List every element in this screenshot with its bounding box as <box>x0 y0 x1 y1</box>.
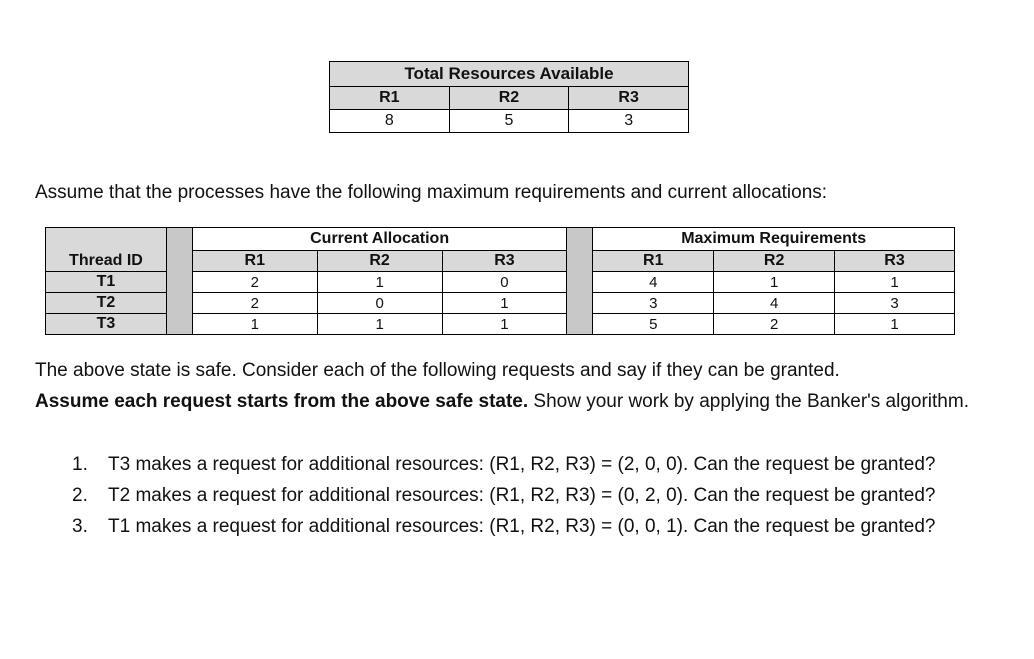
max-cell: 1 <box>835 314 955 335</box>
max-cell: 1 <box>714 272 835 293</box>
allocation-table <box>45 227 955 335</box>
max-cell: 5 <box>593 314 714 335</box>
total-header-r2: R2 <box>449 87 569 110</box>
gap-column-right <box>567 228 593 335</box>
thread-header-blank <box>46 228 167 251</box>
list-item <box>70 449 970 480</box>
intro-text: Assume that the processes have the following maximum requirements and current allocations: <box>35 182 828 203</box>
alloc-cell: 1 <box>442 293 567 314</box>
thread-id-cell: T3 <box>46 314 167 335</box>
instructions-rest-text: Show your work by applying the Banker's algorithm. <box>528 391 969 412</box>
alloc-header-r3: R3 <box>442 251 567 272</box>
alloc-cell: 1 <box>317 314 442 335</box>
max-cell: 1 <box>835 272 955 293</box>
safe-state-text: The above state is safe. Consider each of the following requests and say if they can be granted. <box>35 360 840 381</box>
alloc-header-r1: R1 <box>192 251 317 272</box>
alloc-cell: 0 <box>317 293 442 314</box>
total-resources-table <box>329 61 689 133</box>
alloc-header-r2: R2 <box>317 251 442 272</box>
alloc-cell: 2 <box>192 293 317 314</box>
list-item <box>70 480 970 511</box>
gap-column-left <box>166 228 192 335</box>
question-list <box>70 449 970 542</box>
list-item <box>70 511 970 542</box>
question-number: 3. <box>72 516 88 537</box>
total-value-r3: 3 <box>569 110 689 133</box>
max-header-r1: R1 <box>593 251 714 272</box>
alloc-cell: 1 <box>442 314 567 335</box>
total-resources-title: Total Resources Available <box>330 62 689 87</box>
current-allocation-header: Current Allocation <box>192 228 567 251</box>
thread-id-header: Thread ID <box>46 251 167 272</box>
max-cell: 2 <box>714 314 835 335</box>
total-header-r3: R3 <box>569 87 689 110</box>
thread-id-cell: T2 <box>46 293 167 314</box>
max-cell: 4 <box>714 293 835 314</box>
question-text: T3 makes a request for additional resources: (R1, R2, R3) = (2, 0, 0). Can the request be granted? <box>108 454 936 475</box>
thread-id-cell: T1 <box>46 272 167 293</box>
max-cell: 3 <box>593 293 714 314</box>
total-header-r1: R1 <box>330 87 450 110</box>
question-number: 1. <box>72 454 88 475</box>
question-number: 2. <box>72 485 88 506</box>
instructions-line <box>35 386 995 417</box>
max-cell: 4 <box>593 272 714 293</box>
total-value-r1: 8 <box>330 110 450 133</box>
maximum-requirements-header: Maximum Requirements <box>593 228 955 251</box>
alloc-cell: 2 <box>192 272 317 293</box>
alloc-cell: 1 <box>192 314 317 335</box>
alloc-cell: 1 <box>317 272 442 293</box>
alloc-cell: 0 <box>442 272 567 293</box>
question-text: T1 makes a request for additional resources: (R1, R2, R3) = (0, 0, 1). Can the request be granted? <box>108 516 936 537</box>
total-value-r2: 5 <box>449 110 569 133</box>
max-header-r2: R2 <box>714 251 835 272</box>
question-text: T2 makes a request for additional resources: (R1, R2, R3) = (0, 2, 0). Can the request be granted? <box>108 485 936 506</box>
instructions-paragraph <box>35 355 995 417</box>
max-cell: 3 <box>835 293 955 314</box>
assumption-bold-text: Assume each request starts from the above safe state. <box>35 391 529 412</box>
max-header-r3: R3 <box>835 251 955 272</box>
